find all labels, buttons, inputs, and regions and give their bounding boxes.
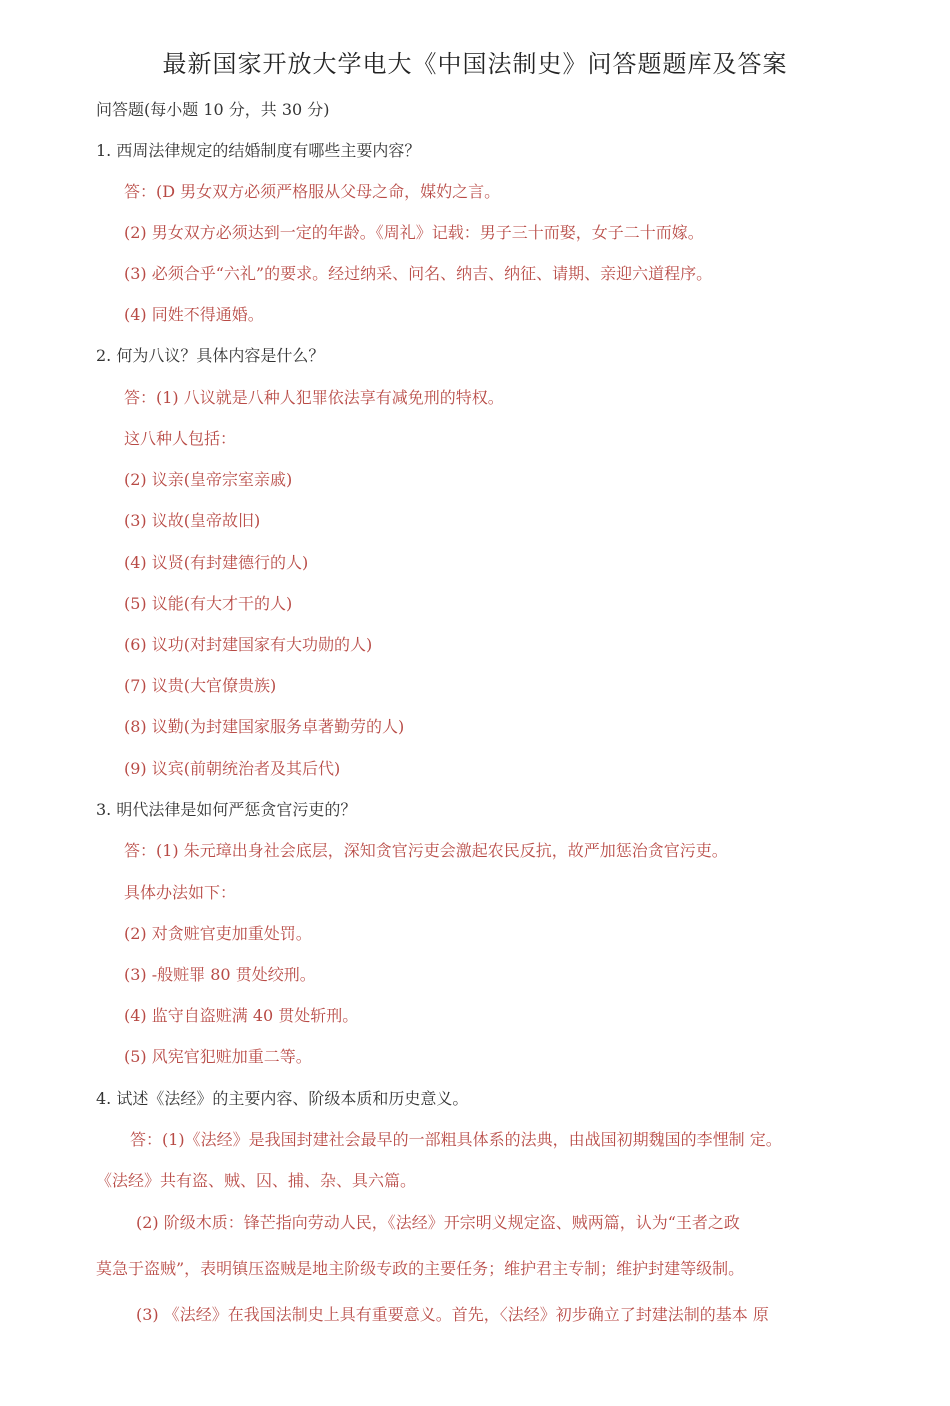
answer-line: (2) 议亲(皇帝宗室亲戚) — [124, 470, 293, 489]
answer-line: (2) 阶级木质：锋芒指向劳动人民，《法经》开宗明义规定盗、贼两篇，认为“王者之政 — [136, 1213, 740, 1232]
answer-line: 《法经》共有盗、贼、囚、捕、杂、具六篇。 — [96, 1171, 417, 1190]
answer-line: (4) 议贤(有封建德行的人) — [124, 553, 309, 572]
answer-line: 具体办法如下： — [124, 883, 237, 902]
answer-line: 答：(1) 朱元璋出身社会底层，深知贪官污吏会激起农民反抗，故严加惩治贪官污吏。 — [124, 841, 728, 860]
section-header: 问答题(每小题 10 分，共 30 分) — [96, 100, 330, 119]
answer-line: 莫急于盗贼”，表明镇压盗贼是地主阶级专政的主要任务；维护君主专制；维护封建等级制。 — [96, 1259, 745, 1278]
answer-line: (3) 必须合乎“六礼”的要求。经过纳采、问名、纳吉、纳征、请期、亲迎六道程序。 — [124, 264, 713, 283]
answer-line: (5) 风宪官犯赃加重二等。 — [124, 1047, 312, 1066]
answer-line: 答：(1) 八议就是八种人犯罪依法享有减免刑的特权。 — [124, 388, 504, 407]
answer-line: (2) 男女双方必须达到一定的年龄。《周礼》记载：男子三十而娶，女子二十而嫁。 — [124, 223, 704, 242]
answer-line: 这八种人包括： — [124, 429, 237, 448]
question-4: 4. 试述《法经》的主要内容、阶级本质和历史意义。 — [96, 1089, 469, 1108]
answer-line: (8) 议勤(为封建国家服务卓著勤劳的人) — [124, 717, 405, 736]
answer-line: (6) 议功(对封建国家有大功勋的人) — [124, 635, 373, 654]
answer-line: (9) 议宾(前朝统治者及其后代) — [124, 759, 341, 778]
answer-line: (5) 议能(有大才干的人) — [124, 594, 293, 613]
page-title: 最新国家开放大学电大《中国法制史》问答题题库及答案 — [162, 50, 788, 78]
answer-line: (3) 《法经》在我国法制史上具有重要意义。首先，〈法经》初步确立了封建法制的基本 原 — [136, 1305, 769, 1324]
answer-line: (4) 同姓不得通婚。 — [124, 305, 264, 324]
question-2: 2. 何为八议？具体内容是什么？ — [96, 346, 325, 365]
answer-line: (4) 监守自盗赃满 40 贯处斩刑。 — [124, 1006, 359, 1025]
answer-line: (7) 议贵(大官僚贵族) — [124, 676, 277, 695]
answer-line: (3) -般赃罪 80 贯处绞刑。 — [124, 965, 316, 984]
question-1: 1. 西周法律规定的结婚制度有哪些主要内容？ — [96, 141, 421, 160]
answer-line: 答：(1)《法经》是我国封建社会最早的一部粗具体系的法典，由战国初期魏国的李悝制 定。 — [130, 1130, 782, 1149]
answer-line: 答：(D 男女双方必须严格服从父母之命，媒妁之言。 — [124, 182, 501, 201]
answer-line: (2) 对贪赃官吏加重处罚。 — [124, 924, 312, 943]
answer-line: (3) 议故(皇帝故旧) — [124, 511, 261, 530]
question-3: 3. 明代法律是如何严惩贪官污吏的？ — [96, 800, 357, 819]
